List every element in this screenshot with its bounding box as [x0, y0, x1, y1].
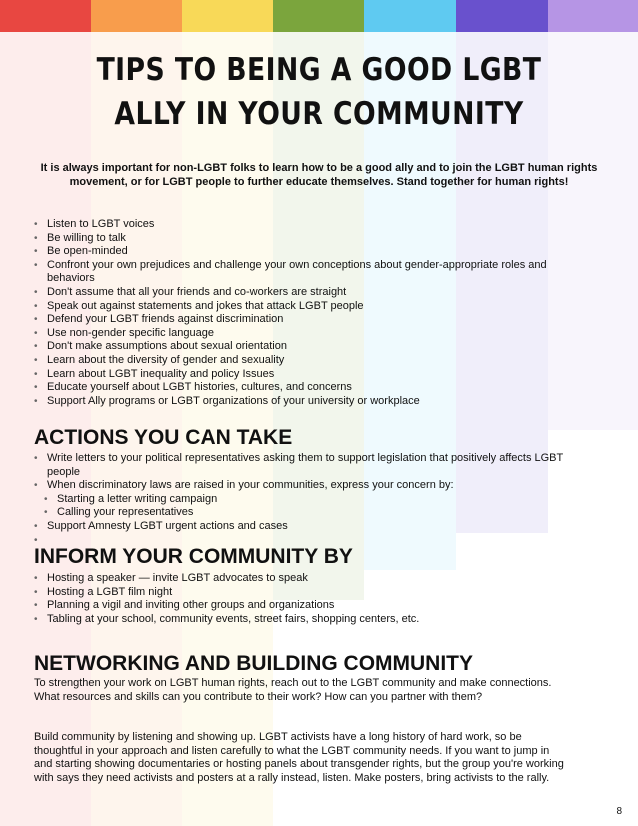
- bullet-icon: •: [34, 259, 38, 271]
- networking-heading: NETWORKING AND BUILDING COMMUNITY: [34, 652, 474, 675]
- bullet-icon: •: [34, 520, 38, 532]
- list-item: • Tabling at your school, community events, street fairs, shopping centers, etc.: [34, 612, 420, 625]
- bullet-icon: •: [34, 300, 38, 312]
- bullet-icon: •: [34, 246, 38, 258]
- bullet-icon: •: [34, 354, 38, 366]
- page-number: 8: [616, 806, 622, 817]
- list-item: • When discriminatory laws are raised in your communities, express your concern by:: [34, 479, 454, 492]
- bullet-icon: •: [34, 453, 38, 464]
- page-title-line-2: ALLY IN YOUR COMMUNITY: [114, 96, 524, 132]
- list-item: • Be open-minded: [34, 245, 128, 258]
- list-item: • Be willing to talk: [34, 231, 126, 244]
- bullet-icon: •: [34, 395, 38, 407]
- networking-paragraph-2: Build community by listening and showing up. LGBT activists have a long history of hard work, so be thoughtful in your approach and listen carefully to what the LGBT community needs. If you want to jump in and starting showing documentaries or hosting panels about transgender rights, but the group you're working with says they need activists and posters at a rally instead, listen. Make posters, bring activists to the rally.: [34, 731, 564, 784]
- bullet-icon: •: [34, 534, 38, 546]
- list-item: • Planning a vigil and inviting other groups and organizations: [34, 599, 335, 612]
- list-item: • Hosting a speaker — invite LGBT advocates to speak: [34, 572, 308, 584]
- list-item: • Listen to LGBT voices: [34, 218, 155, 230]
- inform-list: [34, 572, 564, 626]
- sub-list-item: • Calling your representatives: [44, 506, 194, 519]
- sub-list-item: • Starting a letter writing campaign: [44, 492, 218, 505]
- bullet-icon: •: [34, 382, 38, 394]
- bullet-icon: •: [34, 573, 38, 584]
- bullet-icon: •: [34, 327, 38, 339]
- bullet-icon: •: [34, 314, 38, 326]
- list-item: • Don't assume that all your friends and co-workers are straight: [34, 285, 347, 298]
- bullet-icon: •: [34, 480, 38, 492]
- list-item: • Support Ally programs or LGBT organizations of your university or workplace: [34, 394, 420, 407]
- bullet-icon: •: [44, 507, 48, 519]
- list-item: • Defend your LGBT friends against discrimination: [34, 313, 284, 326]
- bullet-icon: •: [34, 600, 38, 612]
- list-item: • Write letters to your political representatives asking them to support legislation that positively affects LGBT people: [34, 452, 564, 478]
- page-title-line-1: TIPS TO BEING A GOOD LGBT: [96, 52, 542, 88]
- list-item: • Support Amnesty LGBT urgent actions and cases: [34, 519, 288, 532]
- list-item: • Speak out against statements and jokes that attack LGBT people: [34, 299, 364, 312]
- bullet-icon: •: [34, 286, 38, 298]
- list-item: • Don't make assumptions about sexual orientation: [34, 340, 287, 353]
- bullet-icon: •: [34, 219, 38, 230]
- list-item: • Learn about the diversity of gender and sexuality: [34, 353, 285, 366]
- bullet-icon: •: [34, 368, 38, 380]
- actions-heading: ACTIONS YOU CAN TAKE: [34, 426, 293, 449]
- list-item: • Educate yourself about LGBT histories, cultures, and concerns: [34, 381, 352, 394]
- list-item: • Use non-gender specific language: [34, 326, 214, 339]
- list-item: • Confront your own prejudices and challenge your own conceptions about gender-appropriate roles and behaviors: [34, 258, 547, 285]
- bullet-icon: •: [34, 341, 38, 353]
- inform-heading: INFORM YOUR COMMUNITY BY: [34, 545, 353, 568]
- list-item: • Learn about LGBT inequality and policy Issues: [34, 367, 275, 380]
- actions-list: [34, 452, 564, 547]
- bullet-icon: •: [44, 493, 48, 505]
- tips-list: [34, 218, 584, 408]
- bullet-icon: •: [34, 613, 38, 625]
- networking-paragraph-1: To strengthen your work on LGBT human rights, reach out to the LGBT community and make connections. What resources and skills can you contribute to their work? How can you partner with them?: [34, 677, 552, 703]
- bullet-icon: •: [34, 232, 38, 244]
- bullet-icon: •: [34, 586, 38, 598]
- list-item: • Hosting a LGBT film night: [34, 585, 173, 598]
- intro-text: It is always important for non-LGBT folks to learn how to be a good ally and to join the LGBT human rights movement, or for LGBT people to further educate themselves. Stand together for human rights!: [40, 162, 598, 188]
